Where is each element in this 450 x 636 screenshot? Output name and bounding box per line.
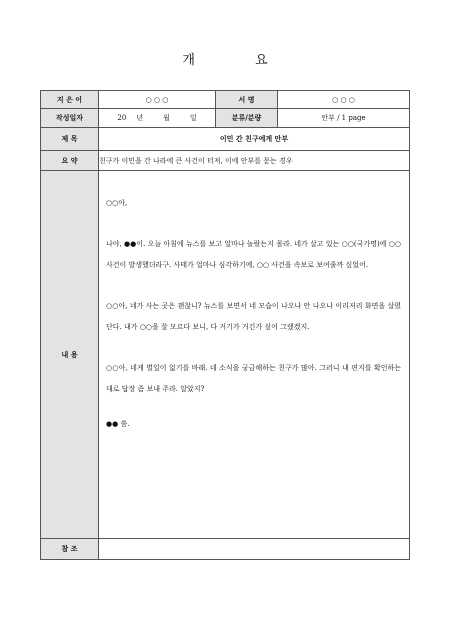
content-paragraph: ○○아, 네게 별일이 없기를 바래. 네 소식을 궁금해하는 친구가 많아. 그러니 내 편지를 확인하는 대로 답장 좀 보내 주라. 알았지? bbox=[106, 364, 401, 393]
content-paragraph: ○○아, 네가 사는 곳은 괜찮니? 뉴스를 보면서 네 모습이 나오나 안 나오나 이리저리 화면을 살폈단다. 내가 ○○을 잘 모르다 보니, 다 거기가 거긴가 싶어 그랬겠지. bbox=[106, 302, 401, 331]
content-paragraph: ○○아, bbox=[106, 199, 128, 207]
date-month-unit: 월 bbox=[163, 114, 170, 122]
document-title: 개 요 bbox=[182, 53, 296, 68]
reference-value bbox=[99, 539, 410, 560]
date-row bbox=[41, 109, 410, 128]
content-row bbox=[41, 171, 410, 539]
subject-value: 이민 간 친구에게 안부 bbox=[99, 128, 410, 151]
reference-label: 참 조 bbox=[41, 539, 99, 560]
subject-label: 제 목 bbox=[41, 128, 99, 151]
date-label: 작성일자 bbox=[41, 109, 99, 128]
summary-row bbox=[41, 151, 410, 171]
category-value: 안부 / 1 page bbox=[278, 109, 410, 128]
content-label: 내 용 bbox=[41, 171, 99, 539]
category-label: 분류/분량 bbox=[216, 109, 278, 128]
signature-label: 서 명 bbox=[216, 91, 278, 109]
content-body bbox=[99, 171, 410, 539]
author-label: 지 은 이 bbox=[41, 91, 99, 109]
author-row bbox=[41, 91, 410, 109]
date-day-unit: 일 bbox=[189, 114, 197, 122]
reference-row bbox=[41, 539, 410, 560]
date-year-unit: 년 bbox=[136, 114, 144, 122]
summary-label: 요 약 bbox=[41, 151, 99, 171]
signature-value: ○ ○ ○ bbox=[278, 91, 410, 109]
date-value bbox=[99, 109, 216, 128]
closing-signature: ●● 씀. bbox=[106, 420, 130, 428]
summary-value: 친구가 이민을 간 나라에 큰 사건이 터져, 이에 안부를 묻는 경우 bbox=[99, 151, 410, 171]
subject-row bbox=[41, 128, 410, 151]
date-year: 20 bbox=[117, 114, 127, 122]
content-paragraph: 나야, ●●이. 오늘 아침에 뉴스를 보고 얼마나 놀랐는지 몰라. 네가 살고 있는 ○○(국가명)에 ○○ 사건이 발생했더라구. 사태가 얼마나 심각하기에, ○○ 사건을 속보로 보여줄까 싶었어. bbox=[106, 240, 401, 269]
author-value: ○ ○ ○ bbox=[99, 91, 216, 109]
document-form bbox=[40, 90, 410, 560]
